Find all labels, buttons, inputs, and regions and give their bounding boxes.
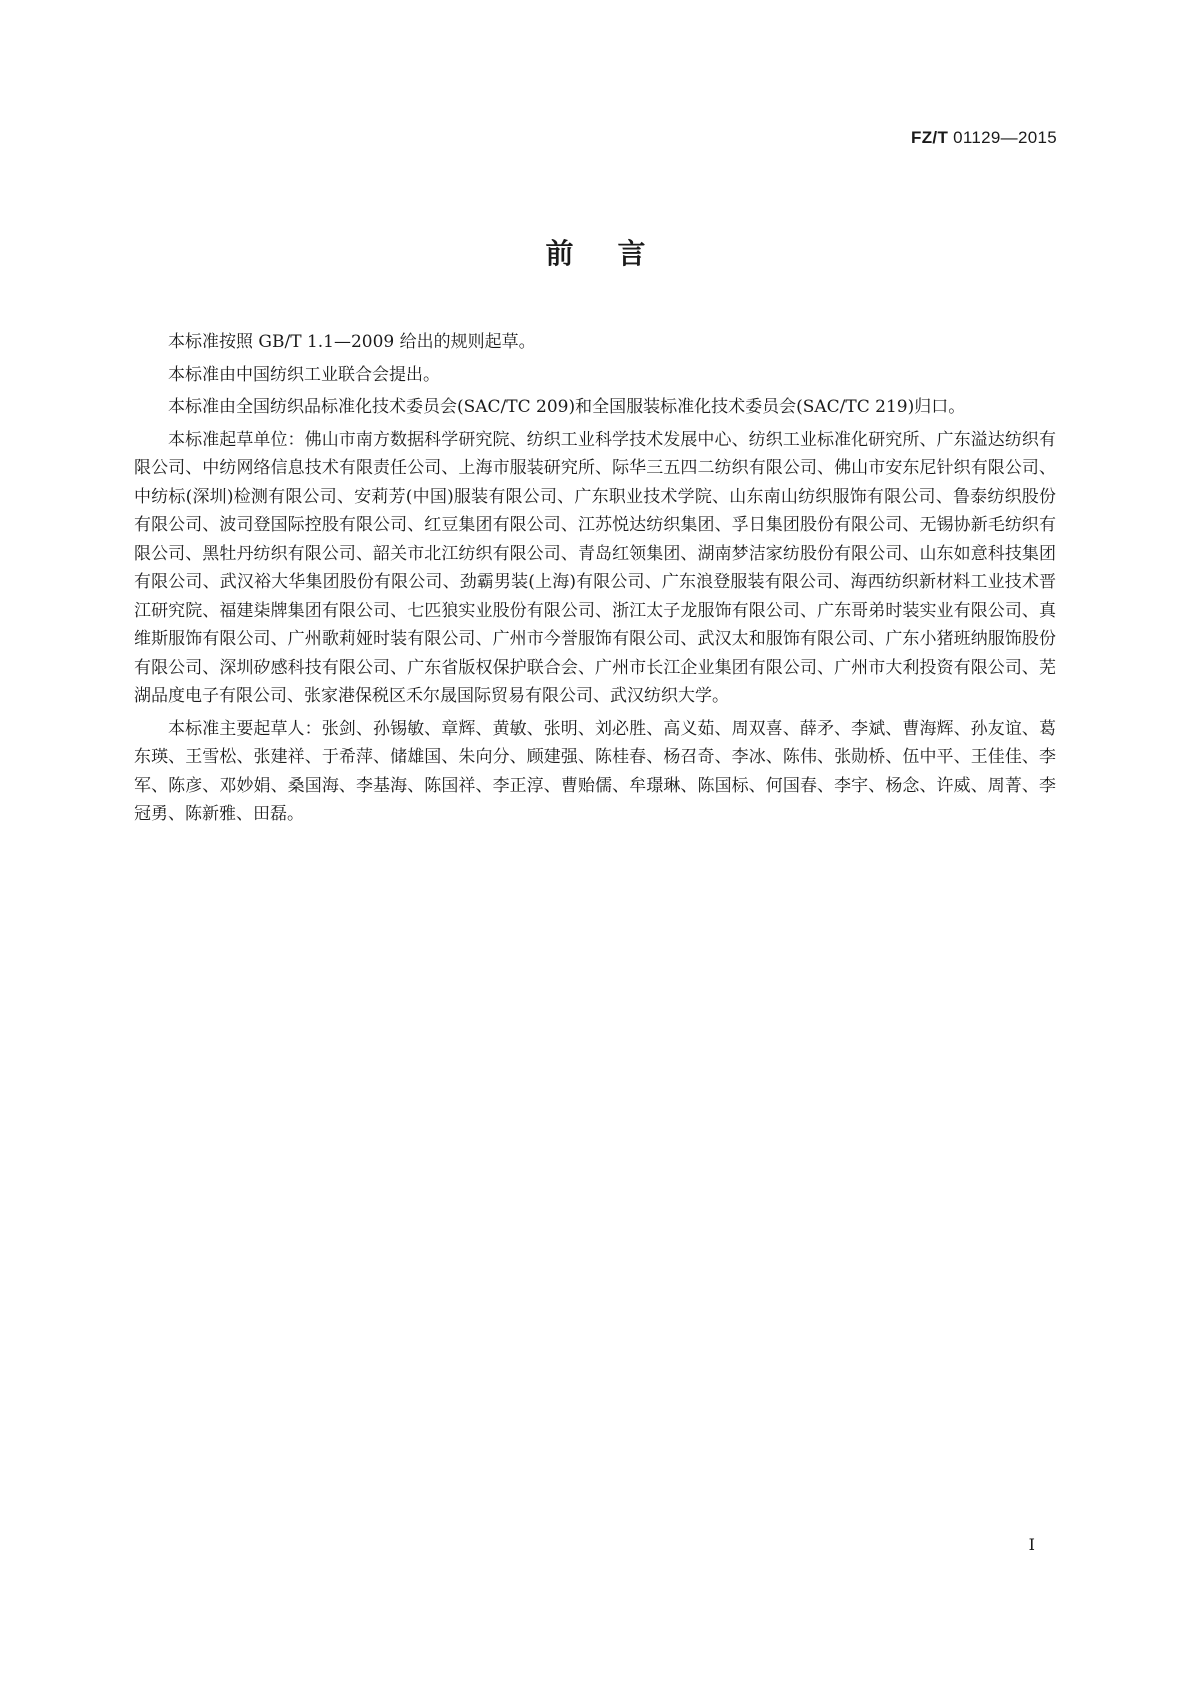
standard-code-number: 01129—2015 [953,128,1057,147]
page-number: I [1028,1535,1035,1554]
paragraph-proposer: 本标准由中国纺织工业联合会提出。 [168,364,440,385]
paragraph-drafting-rules: 本标准按照 GB/T 1.1—2009 给出的规则起草。 [168,332,536,352]
standard-code [911,128,1057,148]
page-title: 前言 [545,237,690,270]
paragraph-main-drafters: 本标准主要起草人：张剑、孙锡敏、章辉、黄敏、张明、刘必胜、高义茹、周双喜、薛矛、李斌、曹海辉、孙友谊、葛东瑛、王雪松、张建祥、于希萍、储雄国、朱向分、顾建强、陈桂春、杨召奇、李冰、陈伟、张勋桥、伍中平、王佳佳、李军、陈彦、邓妙娟、桑国海、李基海、陈国祥、李正淳、曹贻儒、牟璟琳、陈国标、何国春、李宇、杨念、许威、周菁、李冠勇、陈新雅、田磊。 [134,718,1056,824]
paragraph-responsible-committee: 本标准由全国纺织品标准化技术委员会(SAC/TC 209)和全国服装标准化技术委员会(SAC/TC 219)归口。 [168,397,966,417]
paragraph-drafting-organizations: 本标准起草单位：佛山市南方数据科学研究院、纺织工业科学技术发展中心、纺织工业标准化研究所、广东溢达纺织有限公司、中纺网络信息技术有限责任公司、上海市服装研究所、际华三五四二纺织有限公司、佛山市安东尼针织有限公司、中纺标(深圳)检测有限公司、安莉芳(中国)服装有限公司、广东职业技术学院、山东南山纺织服饰有限公司、鲁泰纺织股份有限公司、波司登国际控股有限公司、红豆集团有限公司、江苏悦达纺织集团、孚日集团股份有限公司、无锡协新毛纺织有限公司、黑牡丹纺织有限公司、韶关市北江纺织有限公司、青岛红领集团、湖南梦洁家纺股份有限公司、山东如意科技集团有限公司、武汉裕大华集团股份有限公司、劲霸男装(上海)有限公司、广东浪登服装有限公司、海西纺织新材料工业技术晋江研究院、福建柒牌集团有限公司、七匹狼实业股份有限公司、浙江太子龙服饰有限公司、广东哥弟时装实业有限公司、真维斯服饰有限公司、广州歌莉娅时装有限公司、广州市今誉服饰有限公司、武汉太和服饰有限公司、广东小猪班纳服饰股份有限公司、深圳矽感科技有限公司、广东省版权保护联合会、广州市长江企业集团有限公司、广州市大利投资有限公司、芜湖品度电子有限公司、张家港保税区禾尔晟国际贸易有限公司、武汉纺织大学。 [134,429,1056,706]
foreword-body [134,328,1056,833]
standard-code-prefix: FZ/T [911,128,949,147]
